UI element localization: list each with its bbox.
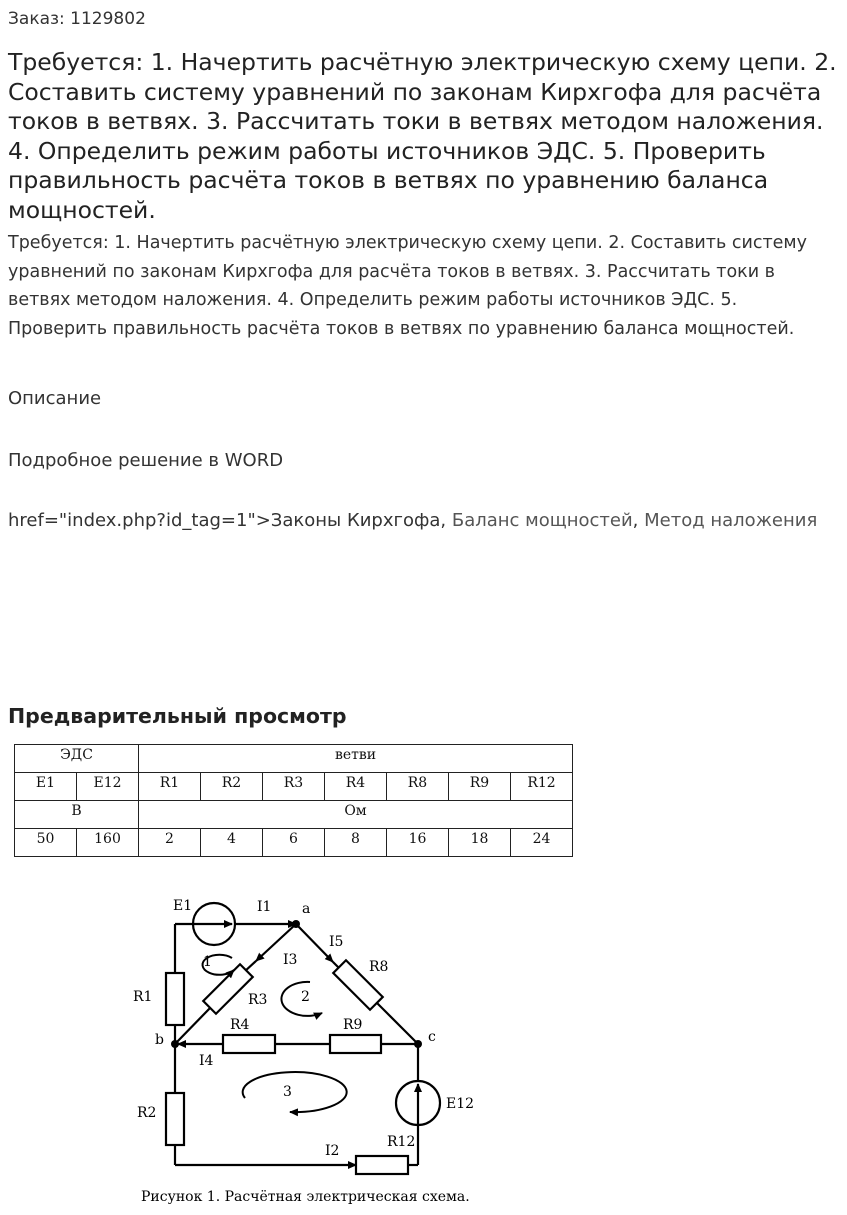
resistor-r2 [166,1093,184,1145]
node-a [292,920,300,928]
label-node-a: a [302,901,311,917]
resistor-r1 [166,973,184,1025]
label-r4: R4 [230,1017,250,1033]
node-c [414,1040,422,1048]
label-r3: R3 [248,992,268,1008]
table-cell: R9 [449,773,511,801]
table-row [15,773,573,801]
label-i3: I3 [283,952,298,968]
table-row [15,801,573,829]
resistor-r3 [203,964,252,1013]
tag-link-power-balance[interactable]: Баланс мощностей [451,510,633,531]
loop-arrow-3 [243,1072,347,1112]
label-r9: R9 [343,1017,363,1033]
tag-separator: , [632,510,645,531]
label-loop-3: 3 [283,1084,292,1100]
description-label: Описание [8,388,102,409]
table-cell: R4 [325,773,387,801]
resistor-r12 [356,1156,408,1174]
label-node-c: c [428,1029,436,1045]
label-e12: E12 [446,1096,475,1112]
tag-prefix: href="index.php?id_tag=1">Законы Кирхгофа, [8,510,452,531]
table-header-emf: ЭДС [15,745,139,773]
table-cell: E12 [77,773,139,801]
label-node-b: b [155,1032,164,1048]
resistor-r9 [330,1035,381,1053]
table-unit-ohm: Ом [139,801,573,829]
table-cell: 18 [449,829,511,857]
table-cell: 50 [15,829,77,857]
table-header-branches: ветви [139,745,573,773]
node-b [171,1040,179,1048]
parameters-table [14,744,573,857]
table-cell: 4 [201,829,263,857]
table-cell: E1 [15,773,77,801]
label-i5: I5 [329,934,344,950]
preview-title: Предварительный просмотр [8,704,347,728]
label-i4: I4 [199,1053,214,1069]
table-cell: R2 [201,773,263,801]
table-cell: 24 [511,829,573,857]
table-row [15,829,573,857]
tag-link-superposition[interactable]: Метод наложения [644,510,818,531]
resistor-r4 [223,1035,275,1053]
task-heading: Требуется: 1. Начертить расчётную электрическую схему цепи. 2. Составить систему уравнений по законам Кирхгофа для расчёта токов в ветвях. 3. Рассчитать токи в ветвях методом наложения. 4. Определить режим работы источников ЭДС. 5. Проверить правильность расчёта токов в ветвях по уравнению баланса мощностей. [8,48,837,224]
label-i2: I2 [325,1143,340,1159]
label-loop-1: 1 [203,954,212,970]
tag-list [8,506,838,535]
table-cell: 2 [139,829,201,857]
label-r1: R1 [133,989,153,1005]
label-i1: I1 [257,899,272,915]
label-loop-2: 2 [301,989,310,1005]
table-cell: 160 [77,829,139,857]
table-cell: R8 [387,773,449,801]
task-paragraph: Требуется: 1. Начертить расчётную электрическую схему цепи. 2. Составить систему уравнений по законам Кирхгофа для расчёта токов в ветвях. 3. Рассчитать токи в ветвях методом наложения. 4. Определить режим работы источников ЭДС. 5. Проверить правильность расчёта токов в ветвях по уравнению баланса мощностей. [8,233,807,339]
table-cell: R1 [139,773,201,801]
circuit-diagram [0,880,847,1215]
table-row [15,745,573,773]
wire [296,924,333,962]
label-r8: R8 [369,959,389,975]
table-cell: R3 [263,773,325,801]
order-number: Заказ: 1129802 [8,9,146,29]
label-r12: R12 [387,1134,416,1150]
table-unit-volt: В [15,801,139,829]
table-cell: 6 [263,829,325,857]
wire [377,1003,418,1044]
solution-note: Подробное решение в WORD [8,450,284,471]
table-cell: R12 [511,773,573,801]
table-cell: 16 [387,829,449,857]
label-e1: E1 [173,898,193,914]
table-cell: 8 [325,829,387,857]
figure-caption: Рисунок 1. Расчётная электрическая схема. [141,1189,470,1205]
label-r2: R2 [137,1105,157,1121]
